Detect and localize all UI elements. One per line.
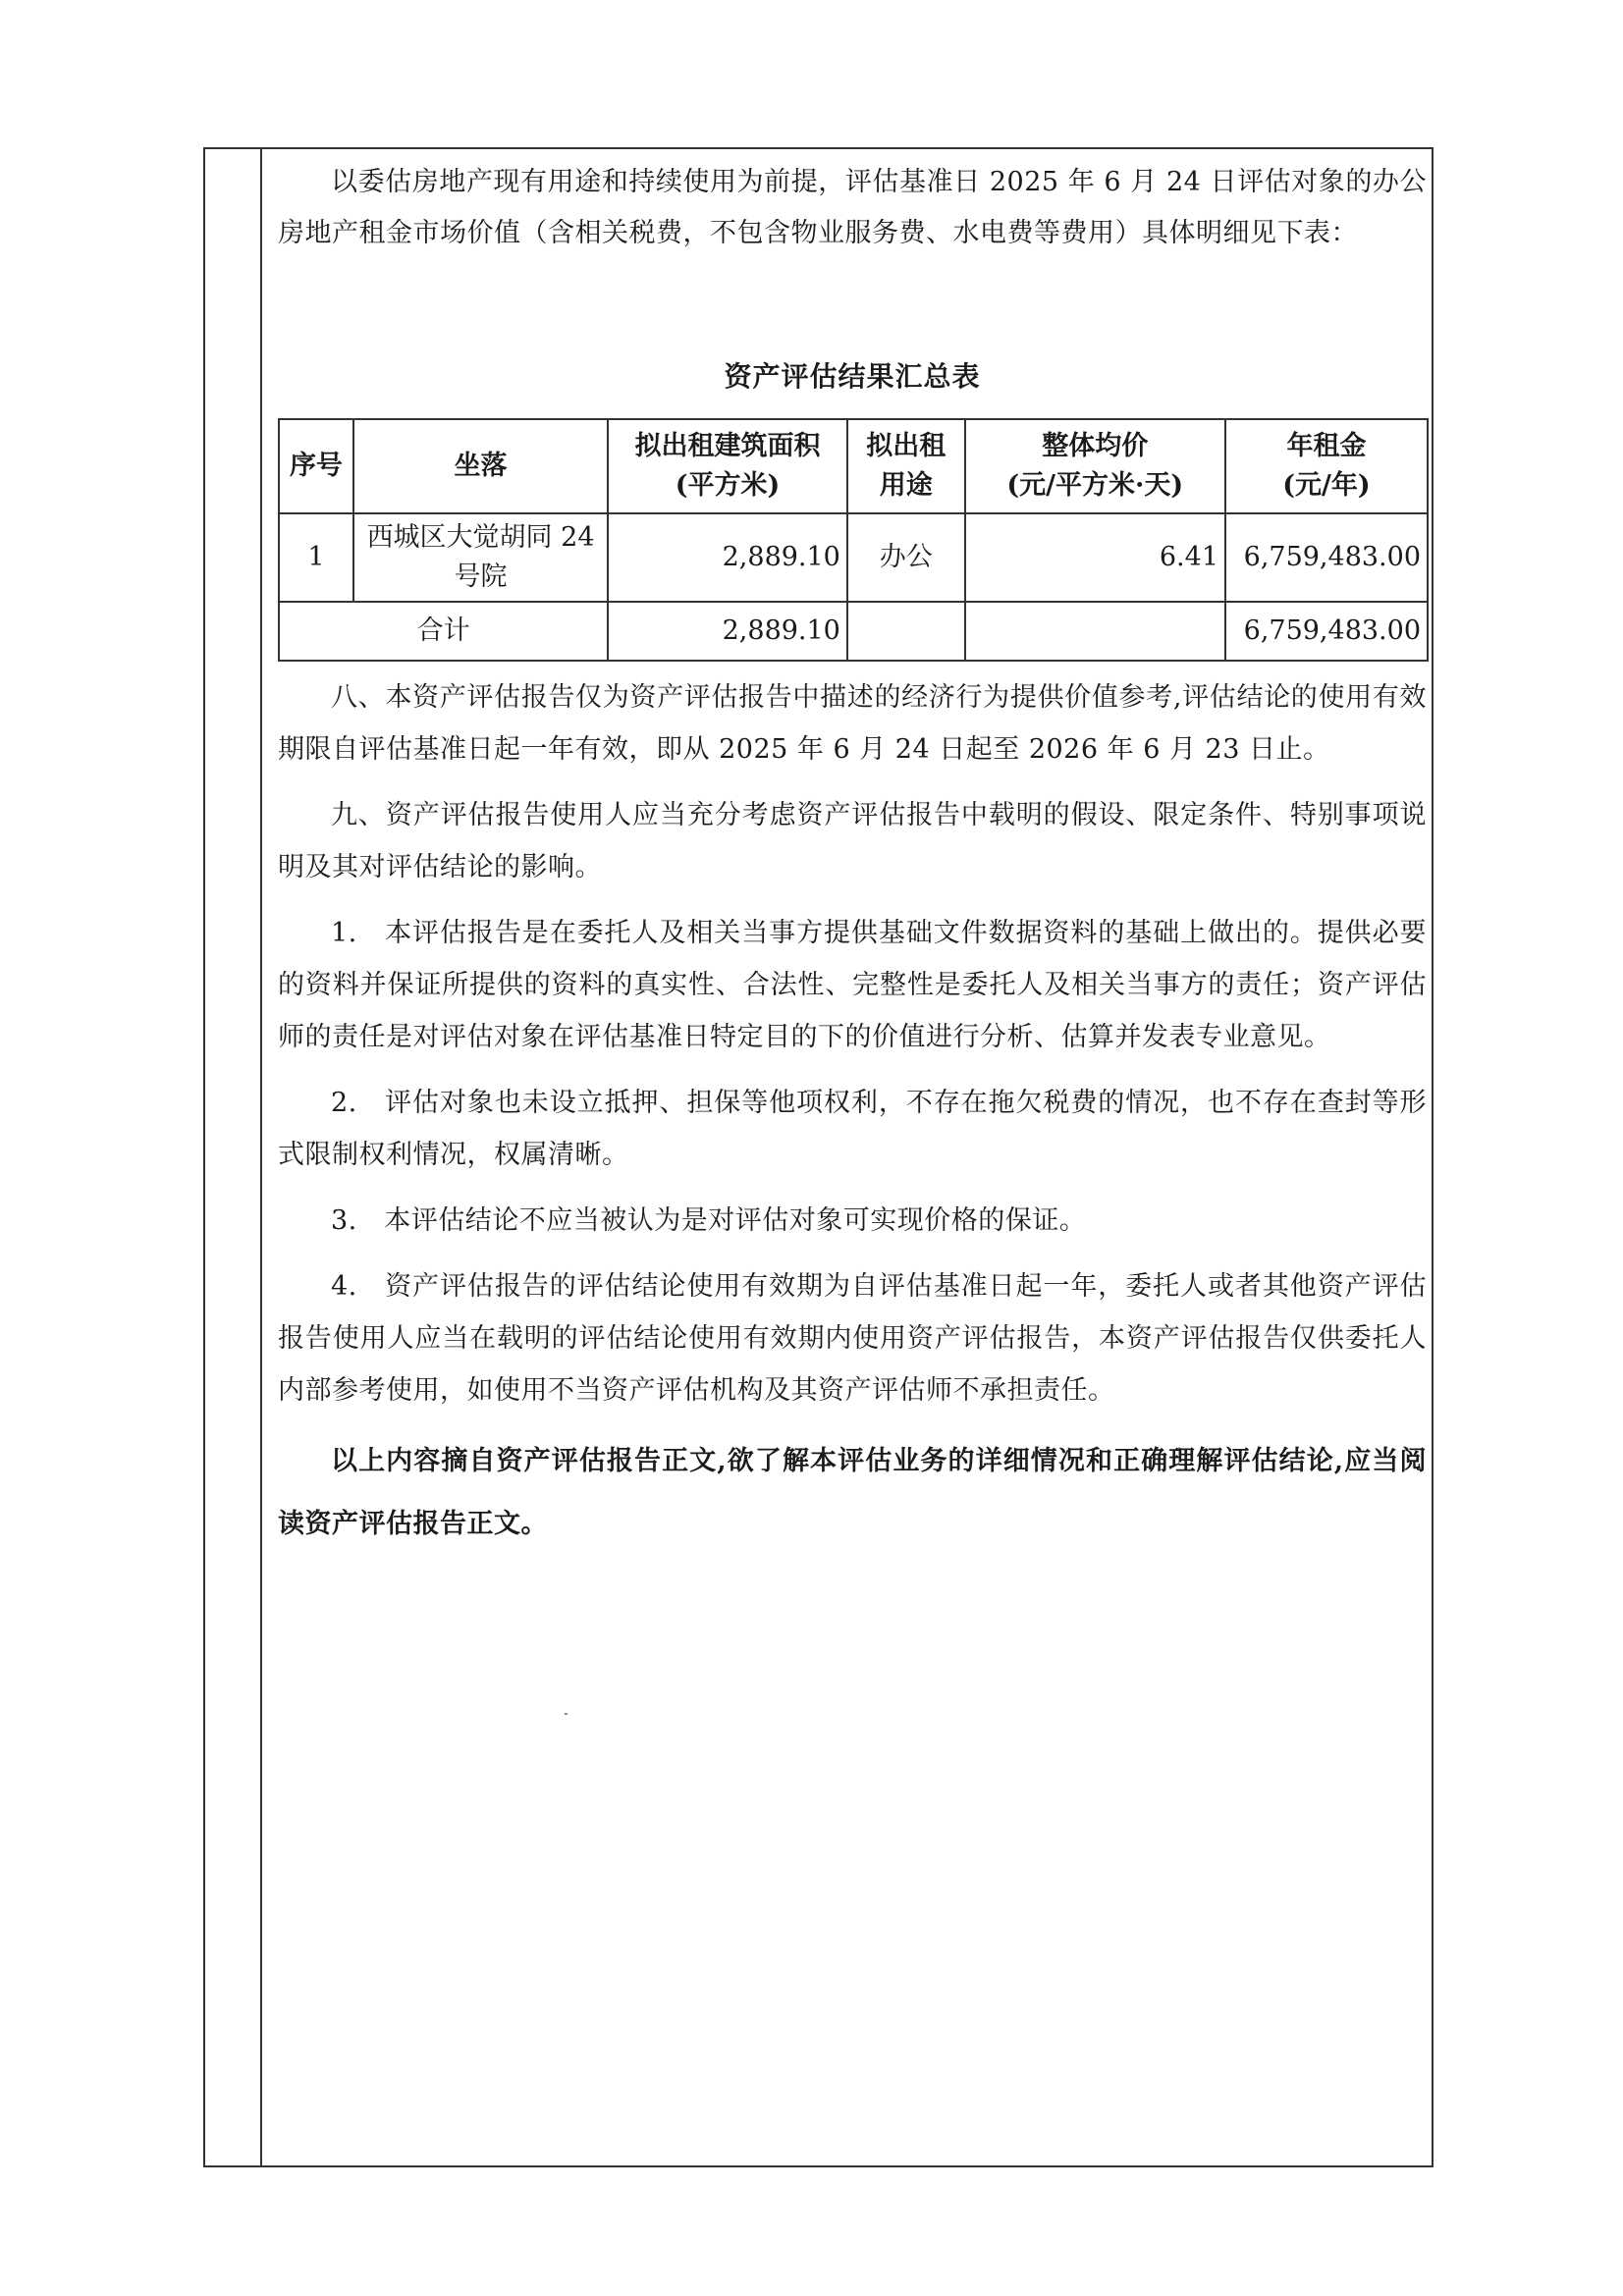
- intro-paragraph: 以委估房地产现有用途和持续使用为前提，评估基准日 2025 年 6 月 24 日评估对象的办公房地产租金市场价值（含相关税费，不包含物业服务费、水电费等费用）具体明细见下表：: [278, 167, 1427, 248]
- table-title: 资产评估结果汇总表: [724, 360, 981, 393]
- intro-section: [278, 157, 1427, 259]
- paragraph-8: 八、本资产评估报告仅为资产评估报告中描述的经济行为提供价值参考,评估结论的使用有效期限自评估基准日起一年有效，即从 2025 年 6 月 24 日起至 2026 年 6 月 23 日止。: [278, 682, 1427, 765]
- header-unit-price: 整体均价 (元/平方米·天): [965, 419, 1225, 513]
- closing-statement: 以上内容摘自资产评估报告正文,欲了解本评估业务的详细情况和正确理解评估结论,应当阅读资产评估报告正文。: [278, 1446, 1427, 1539]
- header-no: 序号: [279, 419, 353, 513]
- cell-area: 2,889.10: [608, 513, 847, 602]
- paragraph-9: 九、资产评估报告使用人应当充分考虑资产评估报告中载明的假设、限定条件、特别事项说明及其对评估结论的影响。: [278, 800, 1427, 882]
- item-1: 1. 本评估报告是在委托人及相关当事方提供基础文件数据资料的基础上做出的。提供必要的资料并保证所提供的资料的真实性、合法性、完整性是委托人及相关当事方的责任；资产评估师的责任是对评估对象在评估基准日特定目的下的价值进行分析、估算并发表专业意见。: [278, 918, 1427, 1052]
- total-row: [279, 602, 1428, 661]
- table-header-row: [279, 419, 1428, 513]
- total-area: 2,889.10: [608, 602, 847, 661]
- cell-no: 1: [279, 513, 353, 602]
- item-4: 4. 资产评估报告的评估结论使用有效期为自评估基准日起一年，委托人或者其他资产评估报告使用人应当在载明的评估结论使用有效期内使用资产评估报告，本资产评估报告仅供委托人内部参考使用，如使用不当资产评估机构及其资产评估师不承担责任。: [278, 1271, 1427, 1406]
- header-area: 拟出租建筑面积 (平方米): [608, 419, 847, 513]
- total-label: 合计: [279, 602, 608, 661]
- item-2: 2. 评估对象也未设立抵押、担保等他项权利，不存在拖欠税费的情况，也不存在查封等形式限制权利情况，权属清晰。: [278, 1088, 1427, 1170]
- total-use-empty: [847, 602, 965, 661]
- header-annual-rent: 年租金 (元/年): [1225, 419, 1428, 513]
- header-use: 拟出租用途: [847, 419, 965, 513]
- table-row: [279, 513, 1428, 602]
- cell-location: 西城区大觉胡同 24 号院: [353, 513, 608, 602]
- item-3: 3. 本评估结论不应当被认为是对评估对象可实现价格的保证。: [331, 1205, 1087, 1236]
- total-price-empty: [965, 602, 1225, 661]
- cell-use: 办公: [847, 513, 965, 602]
- header-location: 坐落: [353, 419, 608, 513]
- total-annual-rent: 6,759,483.00: [1225, 602, 1428, 661]
- margin-rule: [260, 147, 262, 2167]
- cell-unit-price: 6.41: [965, 513, 1225, 602]
- summary-table: [278, 418, 1429, 662]
- scan-speck: [565, 1713, 568, 1715]
- body-section: [278, 671, 1427, 1570]
- cell-annual-rent: 6,759,483.00: [1225, 513, 1428, 602]
